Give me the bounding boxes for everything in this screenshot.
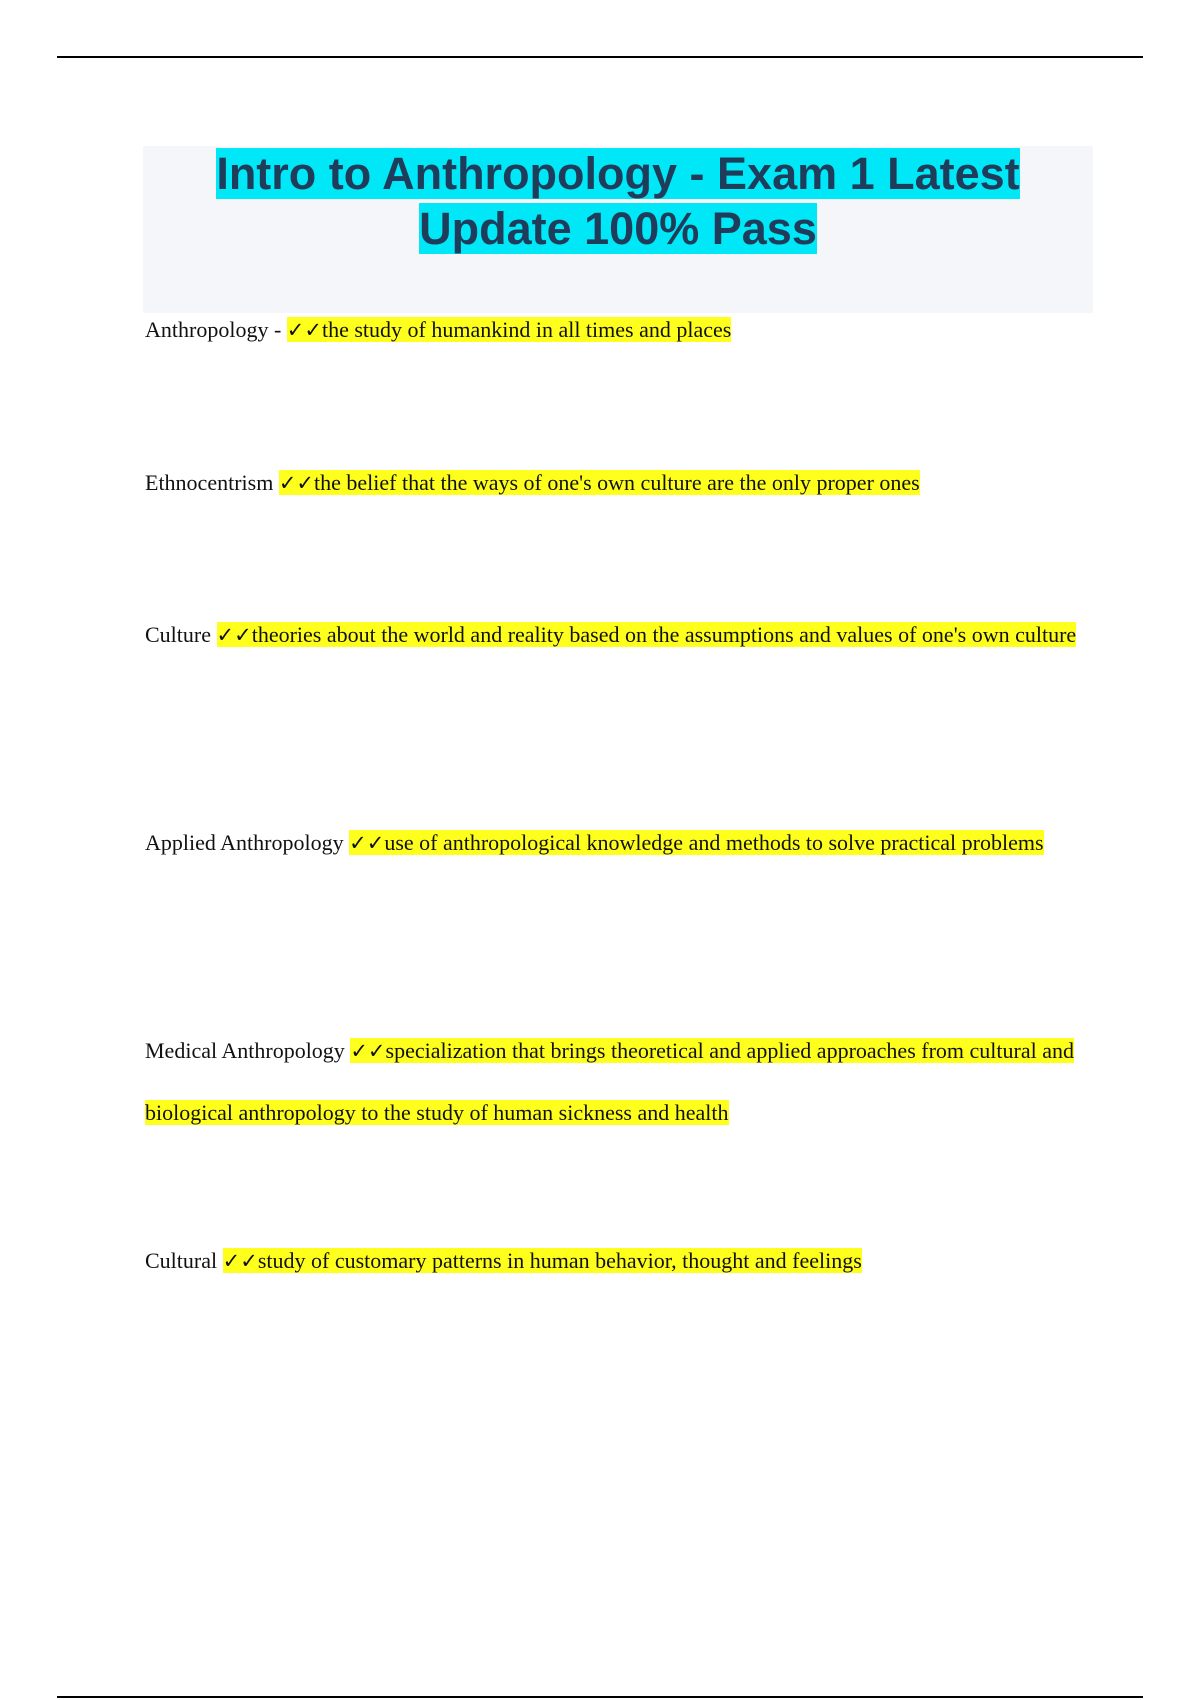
- entry-definition: use of anthropological knowledge and methods to solve practical problems: [384, 830, 1044, 855]
- entry-term: Applied Anthropology: [145, 830, 350, 855]
- entry-definition: the study of humankind in all times and places: [321, 317, 732, 342]
- entry-term: Medical Anthropology: [145, 1038, 351, 1063]
- check-mark-icon: ✓✓: [350, 1039, 386, 1063]
- title-box: [143, 146, 1093, 313]
- entry-definition: specialization that brings theoretical and applied approaches from cultural and biological anthropology to the study of human sickness and health: [145, 1038, 1074, 1125]
- entry-definition-highlight: [279, 470, 920, 495]
- entry-definition-highlight: [349, 830, 1043, 855]
- check-mark-icon: ✓✓: [216, 623, 252, 647]
- entry-term: Culture: [145, 622, 217, 647]
- entry-ethnocentrism: [145, 452, 1085, 514]
- entry-definition-highlight: [217, 622, 1077, 647]
- bottom-rule: [57, 1696, 1143, 1698]
- entry-term: Anthropology -: [145, 317, 287, 342]
- entry-definition: theories about the world and reality based on the assumptions and values of one's own culture: [251, 622, 1077, 647]
- entry-definition: study of customary patterns in human behavior, thought and feelings: [257, 1248, 862, 1273]
- entry-term: Cultural: [145, 1248, 223, 1273]
- entry-term: Ethnocentrism: [145, 470, 279, 495]
- document-title: [143, 146, 1093, 256]
- check-mark-icon: ✓✓: [278, 471, 315, 495]
- check-mark-icon: ✓✓: [349, 831, 385, 855]
- entry-medical-anthropology: [145, 1020, 1085, 1143]
- entry-applied-anthropology: [145, 812, 1085, 874]
- check-mark-icon: ✓✓: [286, 318, 322, 342]
- entry-definition-highlight: [223, 1248, 862, 1273]
- top-rule: [57, 56, 1143, 58]
- entry-definition-highlight: [287, 317, 732, 342]
- entry-anthropology: [145, 299, 1085, 361]
- check-mark-icon: ✓✓: [222, 1249, 258, 1273]
- entry-cultural: [145, 1230, 1085, 1292]
- entry-definition: the belief that the ways of one's own culture are the only proper ones: [314, 470, 920, 495]
- entry-culture: [145, 604, 1085, 666]
- document-title-text: Intro to Anthropology - Exam 1 Latest Update 100% Pass: [216, 148, 1020, 254]
